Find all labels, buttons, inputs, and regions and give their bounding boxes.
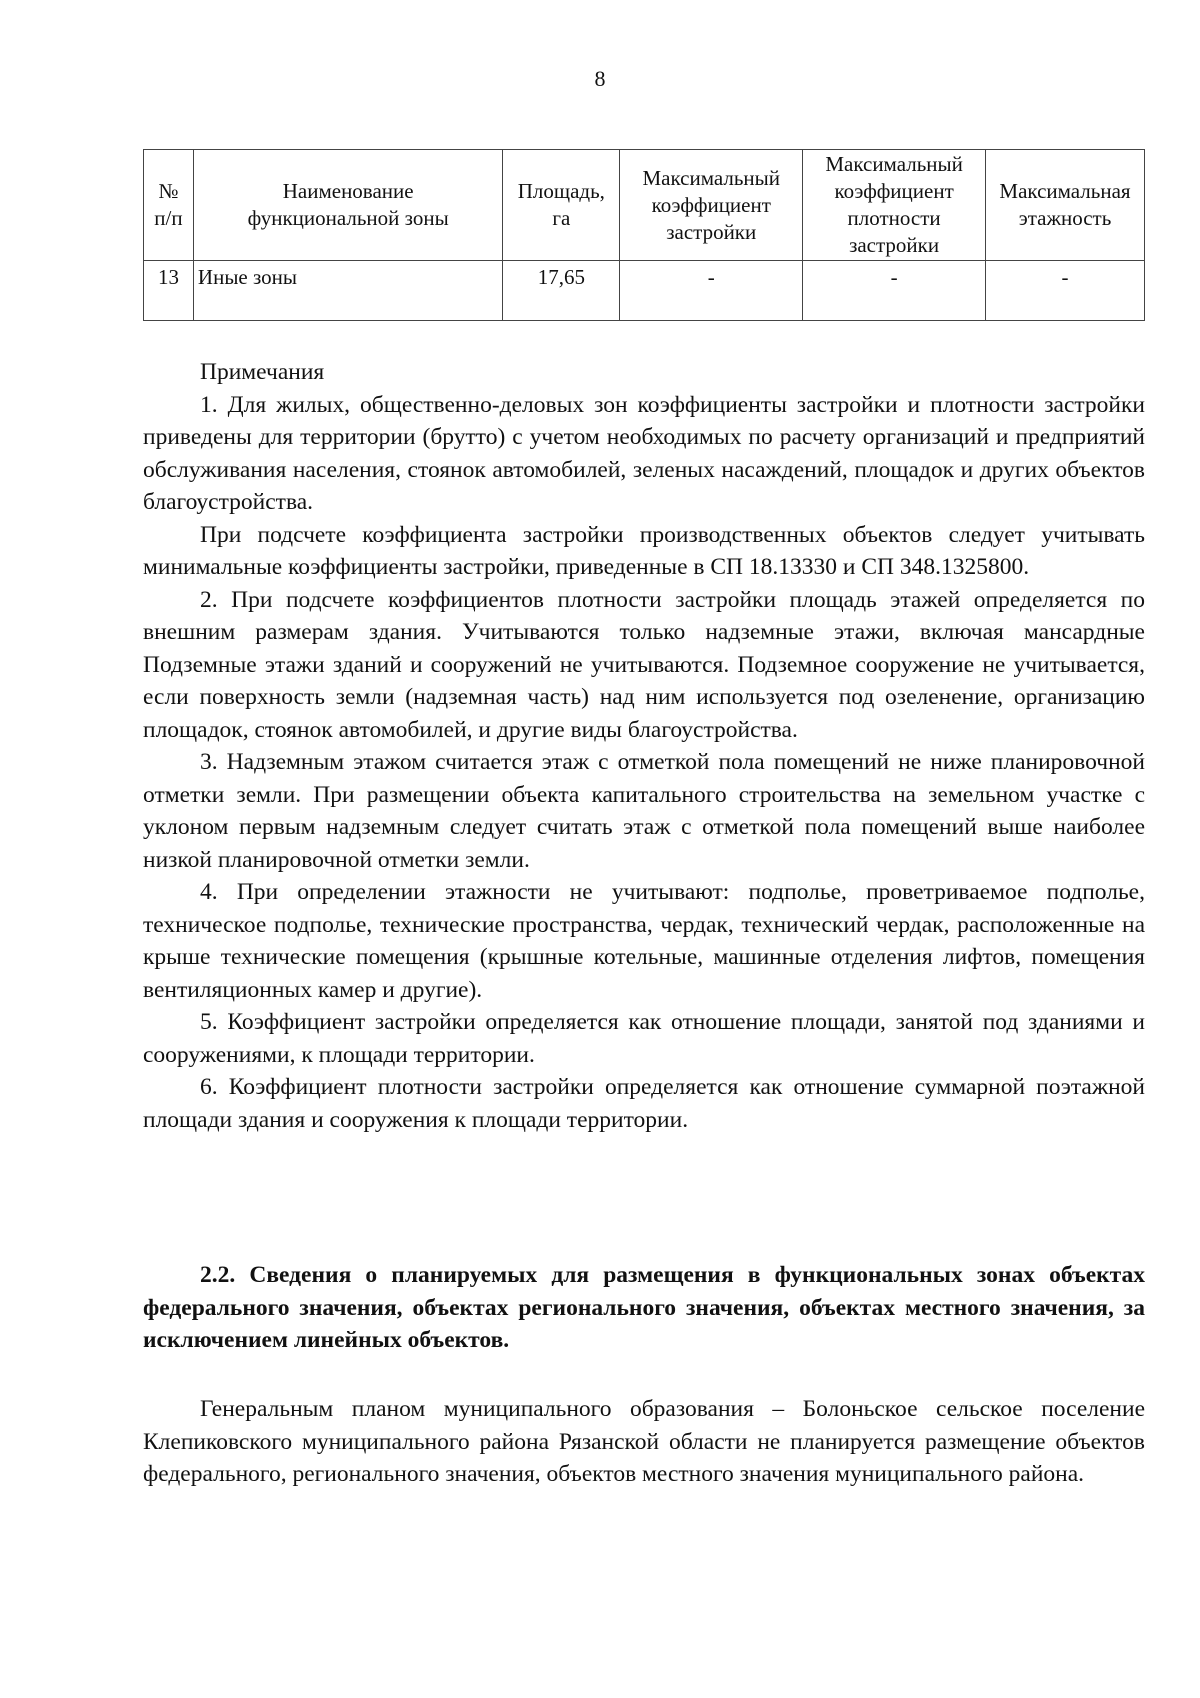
note-paragraph: 3. Надземным этажом считается этаж с отметкой пола помещений не ниже планировочной отметки земли. При размещении объекта капитального строительства на земельном участке с уклоном первым надземным следует считать этаж с отметкой пола помещений выше наиболее низкой планировочной отметки земли.: [143, 749, 1145, 873]
section-heading-block: [143, 1259, 1145, 1357]
header-coef-density: [803, 150, 986, 261]
cell-floors: -: [986, 261, 1145, 321]
header-floors: [986, 150, 1145, 261]
cell-num: 13: [144, 261, 194, 321]
header-area: [503, 150, 620, 261]
cell-coef-density: -: [803, 261, 986, 321]
header-name: [193, 150, 502, 261]
zones-table: [143, 149, 1145, 321]
header-coef-density-line: застройки: [849, 233, 940, 257]
notes-section: [143, 356, 1145, 1136]
header-coef-build-line: коэффициент: [651, 192, 771, 217]
header-name-line: Наименование: [282, 179, 414, 203]
header-area-line: Площадь,: [517, 179, 605, 203]
page-number: 8: [594, 66, 606, 91]
header-floors-line: этажность: [1018, 206, 1112, 230]
note-paragraph: 6. Коэффициент плотности застройки определяется как отношение суммарной поэтажной площади здания и сооружения к площади территории.: [143, 1074, 1145, 1133]
note-paragraph: 5. Коэффициент застройки определяется как отношение площади, занятой под зданиями и сооружениями, к площади территории.: [143, 1009, 1145, 1068]
header-floors-line: Максимальная: [999, 179, 1131, 203]
header-coef-build-line: Максимальный: [642, 165, 780, 190]
section-heading: 2.2. Сведения о планируемых для размещения в функциональных зонах объектах федерального значения, объектах регионального значения, объектах местного значения, за исключением линейных объектов.: [143, 1262, 1145, 1353]
header-coef-build-line: застройки: [666, 219, 757, 244]
header-coef-density-line: коэффициент: [834, 179, 954, 203]
header-area-line: га: [552, 206, 571, 230]
header-name-line: функциональной зоны: [247, 206, 449, 230]
header-num: [144, 150, 194, 261]
note-paragraph: 1. Для жилых, общественно-деловых зон коэффициенты застройки и плотности застройки приведены для территории (брутто) с учетом необходимых по расчету организаций и предприятий обслуживания населения, стоянок автомобилей, зеленых насаждений, площадок и других объектов благоустройства.: [143, 391, 1145, 515]
header-coef-build: [620, 150, 803, 261]
header-num-line: №: [158, 179, 179, 203]
notes-title: Примечания: [200, 359, 325, 385]
cell-area: 17,65: [503, 261, 620, 321]
body-paragraph: Генеральным планом муниципального образования – Болоньское сельское поселение Клепиковского муниципального района Рязанской области не планируется размещение объектов федерального, регионального значения, объектов местного значения муниципального района.: [143, 1396, 1145, 1487]
table-header-row: [144, 150, 1145, 261]
header-coef-density-line: плотности: [847, 206, 941, 230]
note-paragraph: При подсчете коэффициента застройки производственных объектов следует учитывать минимальные коэффициенты застройки, приведенные в СП 18.13330 и СП 348.1325800.: [143, 521, 1145, 580]
cell-zone-name: Иные зоны: [193, 261, 502, 321]
note-paragraph: 4. При определении этажности не учитывают: подполье, проветриваемое подполье, техническое подполье, технические пространства, чердак, технический чердак, расположенные на крыше технические помещения (крышные котельные, машинные отделения лифтов, помещения вентиляционных камер и другие).: [143, 879, 1145, 1003]
body-paragraph-block: [143, 1393, 1145, 1491]
header-coef-density-line: Максимальный: [825, 152, 963, 176]
cell-coef-build: -: [620, 261, 803, 321]
note-paragraph: 2. При подсчете коэффициентов плотности застройки площадь этажей определяется по внешним размерам здания. Учитываются только надземные этажи, включая мансардные Подземные этажи зданий и сооружений не учитываются. Подземное сооружение не учитывается, если поверхность земли (надземная часть) над ним используется под озеленение, организацию площадок, стоянок автомобилей, и другие виды благоустройства.: [143, 586, 1145, 743]
header-num-line: п/п: [154, 206, 183, 230]
table-row: [144, 261, 1145, 321]
